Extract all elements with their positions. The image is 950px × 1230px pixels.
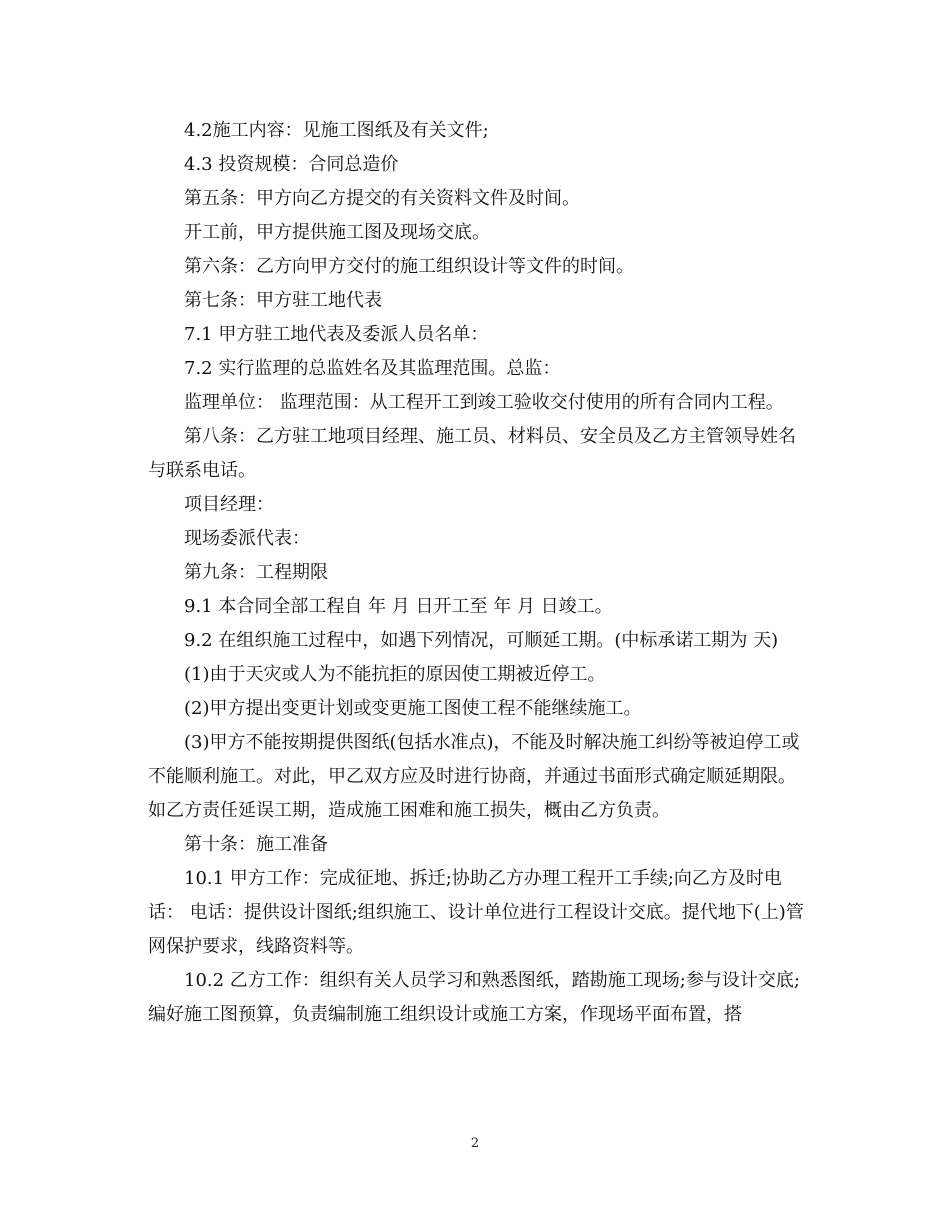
page-number: 2 xyxy=(470,1136,480,1151)
paragraph: 第九条：工程期限 xyxy=(184,562,328,583)
paragraph: 7.2 实行监理的总监姓名及其监理范围。总监： xyxy=(184,358,561,379)
paragraph: 第八条：乙方驻工地项目经理、施工员、材料员、安全员及乙方主管领导姓名与联系电话。 xyxy=(148,426,796,481)
document-body xyxy=(148,114,808,1032)
paragraph: 第五条：甲方向乙方提交的有关资料文件及时间。 xyxy=(184,188,580,209)
paragraph: (2)甲方提出变更计划或变更施工图使工程不能继续施工。 xyxy=(184,698,642,719)
paragraph: 4.2施工内容：见施工图纸及有关文件; xyxy=(184,120,489,141)
paragraph: 7.1 甲方驻工地代表及委派人员名单： xyxy=(184,324,489,345)
paragraph: 9.2 在组织施工过程中，如遇下列情况，可顺延工期。(中标承诺工期为 天) xyxy=(184,630,779,651)
paragraph: 第十条：施工准备 xyxy=(184,834,328,855)
paragraph: 现场委派代表： xyxy=(184,528,310,549)
paragraph: (1)由于天灾或人为不能抗拒的原因使工期被近停工。 xyxy=(184,664,606,685)
paragraph: 4.3 投资规模：合同总造价 xyxy=(184,154,399,175)
paragraph: 监理单位： 监理范围：从工程开工到竣工验收交付使用的所有合同内工程。 xyxy=(184,392,784,413)
paragraph: 开工前，甲方提供施工图及现场交底。 xyxy=(184,222,490,243)
paragraph: 10.1 甲方工作：完成征地、拆迁;协助乙方办理工程开工手续;向乙方及时电话： 电话：提供设计图纸;组织施工、设计单位进行工程设计交底。提代地下(上)管网保护要求，线路资料等。 xyxy=(148,868,804,957)
paragraph: 第六条：乙方向甲方交付的施工组织设计等文件的时间。 xyxy=(184,256,634,277)
paragraph: 9.1 本合同全部工程自 年 月 日开工至 年 月 日竣工。 xyxy=(184,596,613,617)
paragraph: 项目经理： xyxy=(184,494,274,515)
paragraph: (3)甲方不能按期提供图纸(包括水准点)，不能及时解决施工纠纷等被迫停工或不能顺利施工。对此，甲乙双方应及时进行协商，并通过书面形式确定顺延期限。如乙方责任延误工期，造成施工困难和施工损失，概由乙方负责。 xyxy=(148,732,800,821)
paragraph: 10.2 乙方工作：组织有关人员学习和熟悉图纸，踏勘施工现场;参与设计交底;编好施工图预算，负责编制施工组织设计或施工方案，作现场平面布置，搭 xyxy=(148,970,800,1025)
paragraph: 第七条：甲方驻工地代表 xyxy=(184,290,382,311)
